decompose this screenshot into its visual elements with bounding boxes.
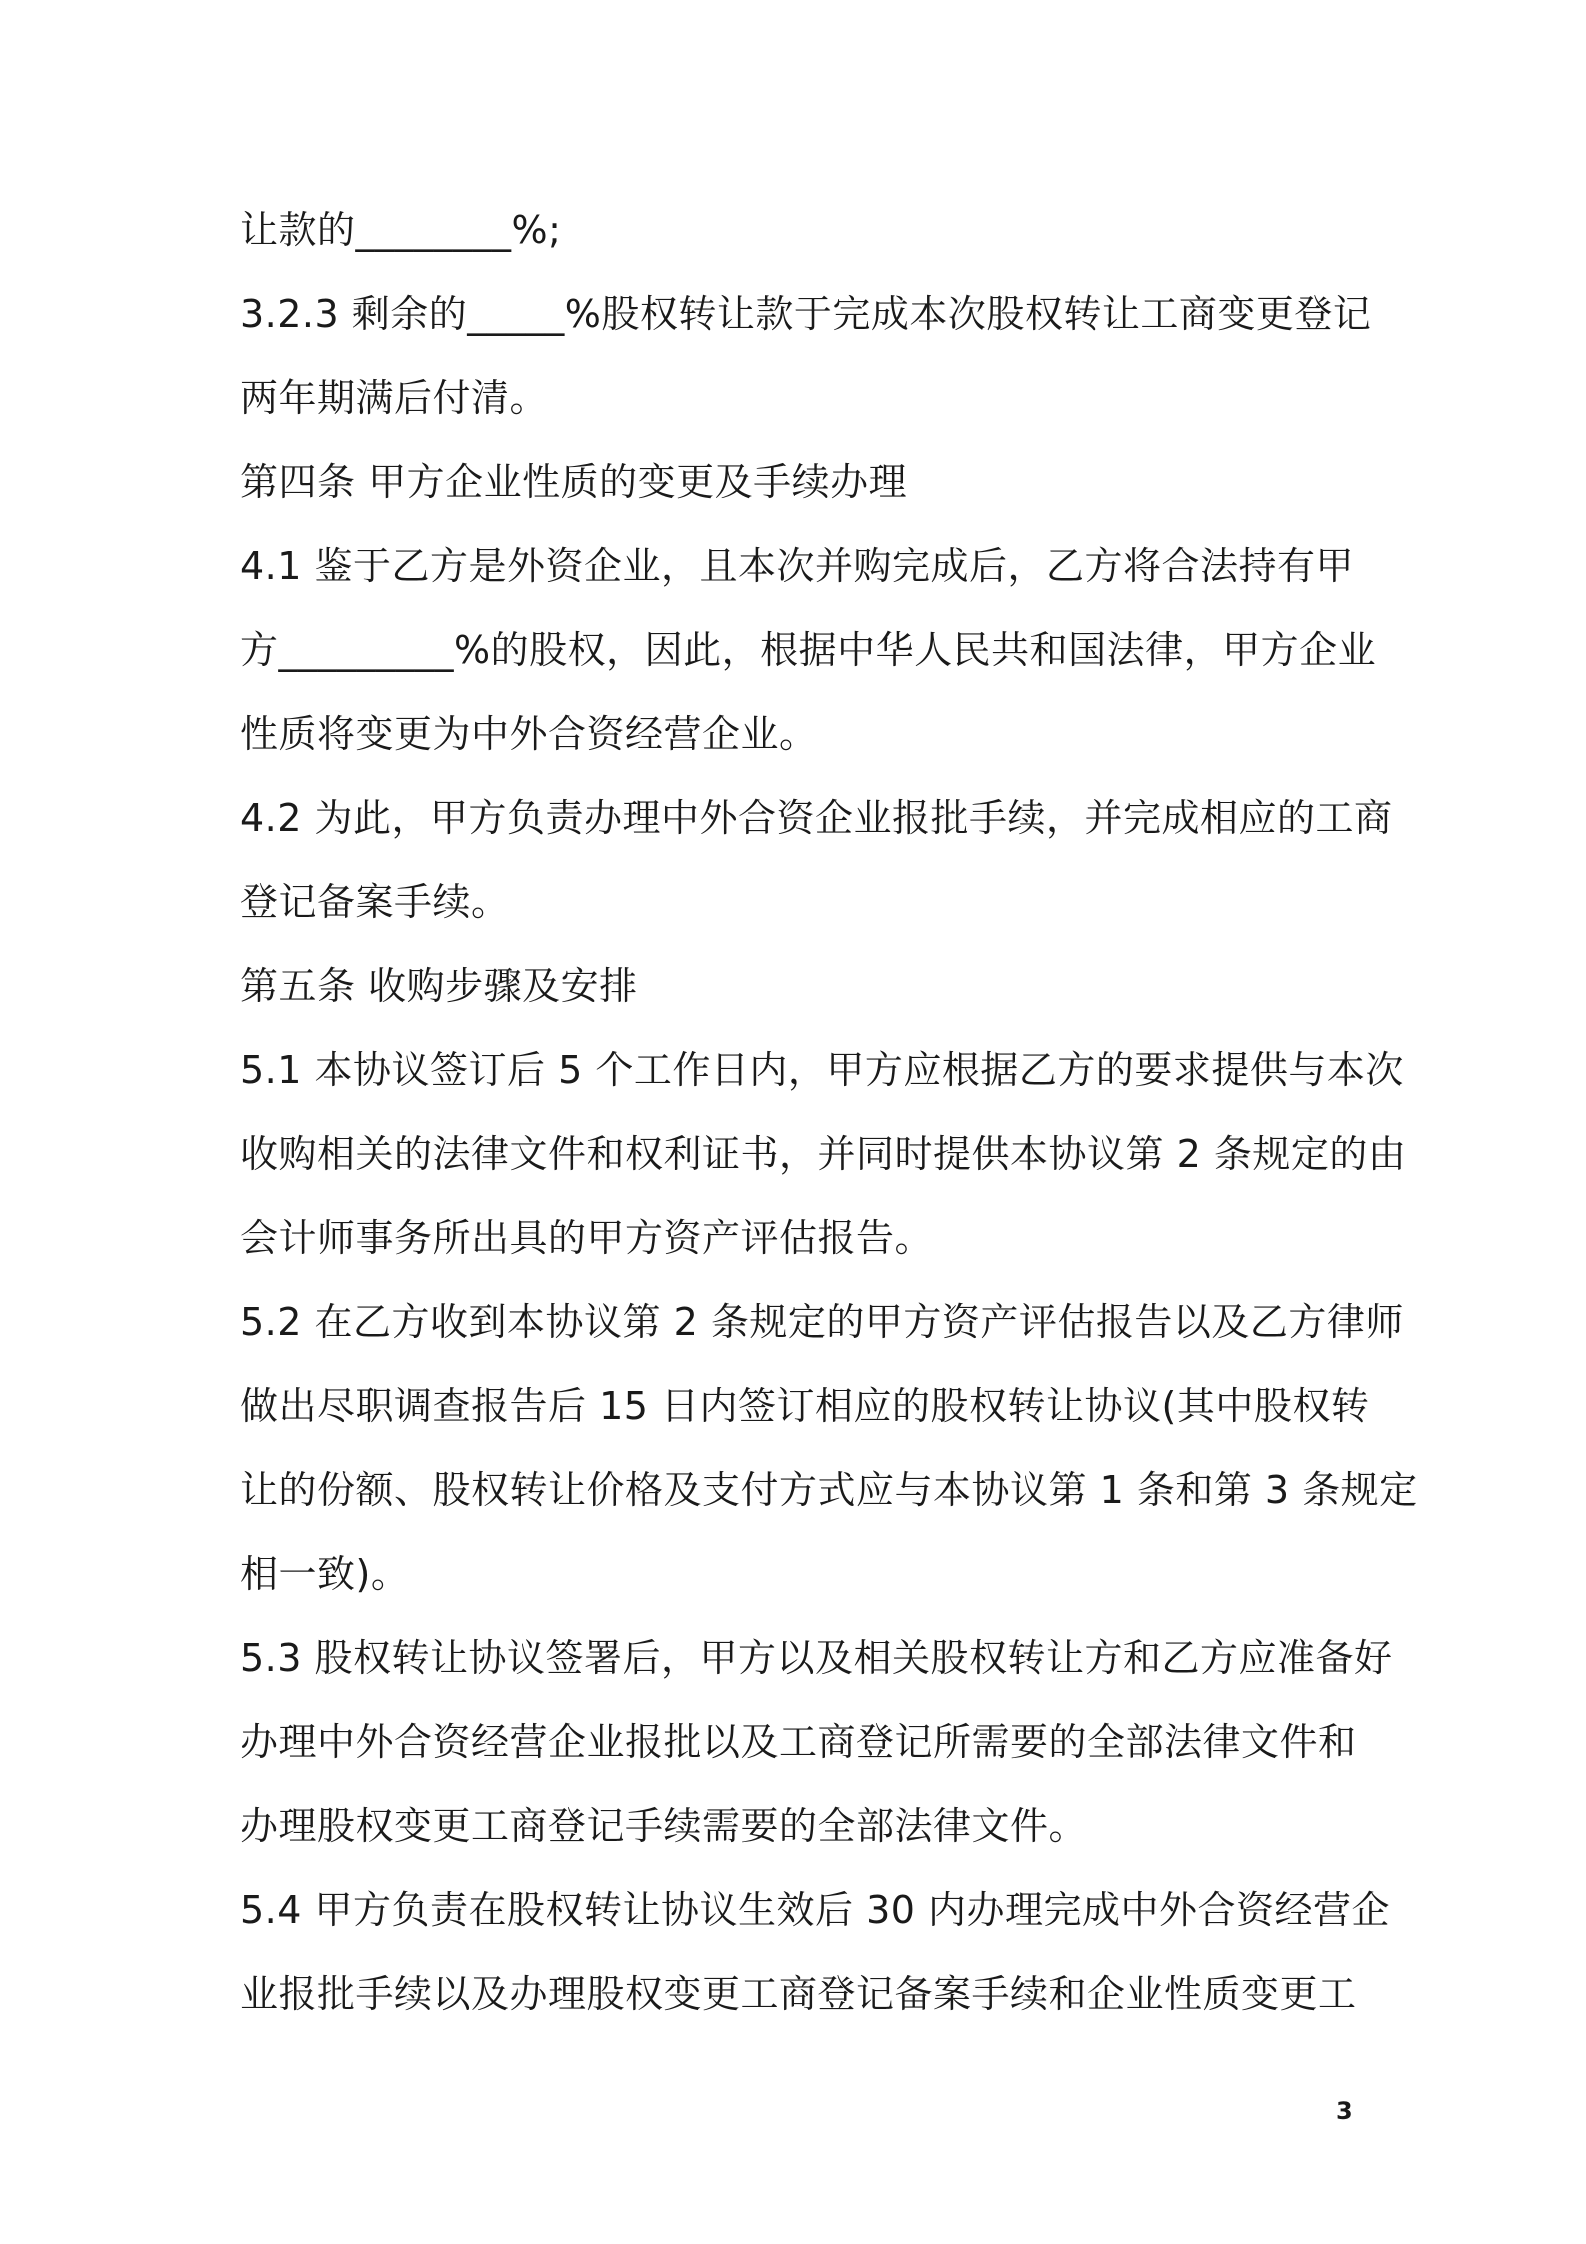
text-line: 登记备案手续。 xyxy=(240,880,510,924)
text-line: 收购相关的法律文件和权利证书，并同时提供本协议第 2 条规定的由 xyxy=(240,1132,1407,1176)
text-line: 方_________%的股权，因此，根据中华人民共和国法律，甲方企业 xyxy=(240,628,1377,672)
text-line: 5.3 股权转让协议签署后，甲方以及相关股权转让方和乙方应准备好 xyxy=(240,1636,1393,1680)
text-line: 4.1 鉴于乙方是外资企业，且本次并购完成后，乙方将合法持有甲 xyxy=(240,544,1355,588)
text-line: 性质将变更为中外合资经营企业。 xyxy=(240,712,818,756)
text-line: 会计师事务所出具的甲方资产评估报告。 xyxy=(240,1216,934,1260)
text-line: 让的份额、股权转让价格及支付方式应与本协议第 1 条和第 3 条规定 xyxy=(240,1468,1418,1512)
text-line: 5.4 甲方负责在股权转让协议生效后 30 内办理完成中外合资经营企 xyxy=(240,1888,1391,1932)
text-line: 办理中外合资经营企业报批以及工商登记所需要的全部法律文件和 xyxy=(240,1720,1357,1764)
text-line: 办理股权变更工商登记手续需要的全部法律文件。 xyxy=(240,1804,1088,1848)
text-line: 5.2 在乙方收到本协议第 2 条规定的甲方资产评估报告以及乙方律师 xyxy=(240,1300,1404,1344)
text-line: 4.2 为此，甲方负责办理中外合资企业报批手续，并完成相应的工商 xyxy=(240,796,1393,840)
text-line: 3.2.3 剩余的_____%股权转让款于完成本次股权转让工商变更登记 xyxy=(240,292,1372,336)
text-line: 让款的________%; xyxy=(240,208,562,252)
text-line: 业报批手续以及办理股权变更工商登记备案手续和企业性质变更工 xyxy=(240,1972,1357,2016)
text-line: 做出尽职调查报告后 15 日内签订相应的股权转让协议(其中股权转 xyxy=(240,1384,1370,1428)
text-line: 相一致)。 xyxy=(240,1552,410,1596)
text-line: 两年期满后付清。 xyxy=(240,376,549,420)
text-line: 5.1 本协议签订后 5 个工作日内，甲方应根据乙方的要求提供与本次 xyxy=(240,1048,1404,1092)
article-heading: 第五条 收购步骤及安排 xyxy=(240,964,638,1008)
page-number: 3 xyxy=(1336,2097,1353,2125)
article-heading: 第四条 甲方企业性质的变更及手续办理 xyxy=(240,460,908,504)
